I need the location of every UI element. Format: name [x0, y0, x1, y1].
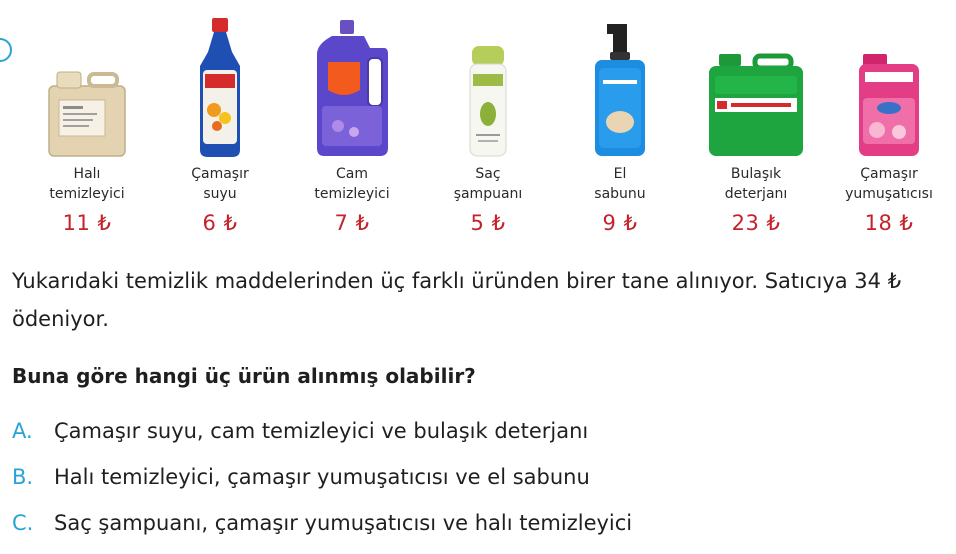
option-a[interactable]: [12, 408, 632, 454]
green-canister-icon: [691, 10, 821, 158]
product-hali-temizleyici: [22, 10, 152, 235]
option-text: Çamaşır suyu, cam temizleyici ve bulaşık deterjanı: [54, 419, 589, 443]
question-text: Yukarıdaki temizlik maddelerinden üç farklı üründen birer tane alınıyor. Satıcıya 34 ₺ ödeniyor.: [12, 269, 902, 331]
product-camasir-yumusaticisi: [824, 10, 954, 235]
product-label: El sabunu: [594, 166, 646, 202]
shampoo-bottle-icon: [423, 10, 553, 158]
product-el-sabunu: [555, 10, 685, 235]
product-sac-sampuani: [423, 10, 553, 235]
product-label: Halı temizleyici: [49, 166, 125, 202]
product-price: 6 ₺: [202, 211, 238, 235]
option-b[interactable]: [12, 454, 632, 500]
product-price: 23 ₺: [731, 211, 781, 235]
product-price: 5 ₺: [470, 211, 506, 235]
option-letter: B.: [12, 465, 34, 489]
product-label: Saç şampuanı: [453, 166, 523, 202]
option-letter: C.: [12, 511, 34, 535]
option-c[interactable]: [12, 500, 632, 546]
question-prompt: Buna göre hangi üç ürün alınmış olabilir?: [12, 364, 476, 388]
option-text: Saç şampuanı, çamaşır yumuşatıcısı ve halı temizleyici: [54, 511, 633, 535]
product-camasir-suyu: [155, 10, 285, 235]
product-bulasik-deterjani: [691, 10, 821, 235]
product-label: Bulaşık deterjanı: [724, 166, 788, 202]
answer-options: [12, 408, 632, 546]
beige-canister-icon: [22, 10, 152, 158]
product-price: 9 ₺: [602, 211, 638, 235]
blue-bleach-bottle-icon: [155, 10, 285, 158]
product-label: Cam temizleyici: [314, 166, 390, 202]
product-price: 18 ₺: [864, 211, 914, 235]
product-label: Çamaşır suyu: [191, 166, 249, 202]
product-cam-temizleyici: [287, 10, 417, 235]
soap-pump-icon: [555, 10, 685, 158]
purple-jug-icon: [287, 10, 417, 158]
product-price: 7 ₺: [334, 211, 370, 235]
option-letter: A.: [12, 419, 33, 443]
option-text: Halı temizleyici, çamaşır yumuşatıcısı ve el sabunu: [54, 465, 590, 489]
product-row: [0, 0, 956, 250]
product-price: 11 ₺: [62, 211, 112, 235]
product-label: Çamaşır yumuşatıcısı: [845, 166, 933, 202]
pink-canister-icon: [824, 10, 954, 158]
